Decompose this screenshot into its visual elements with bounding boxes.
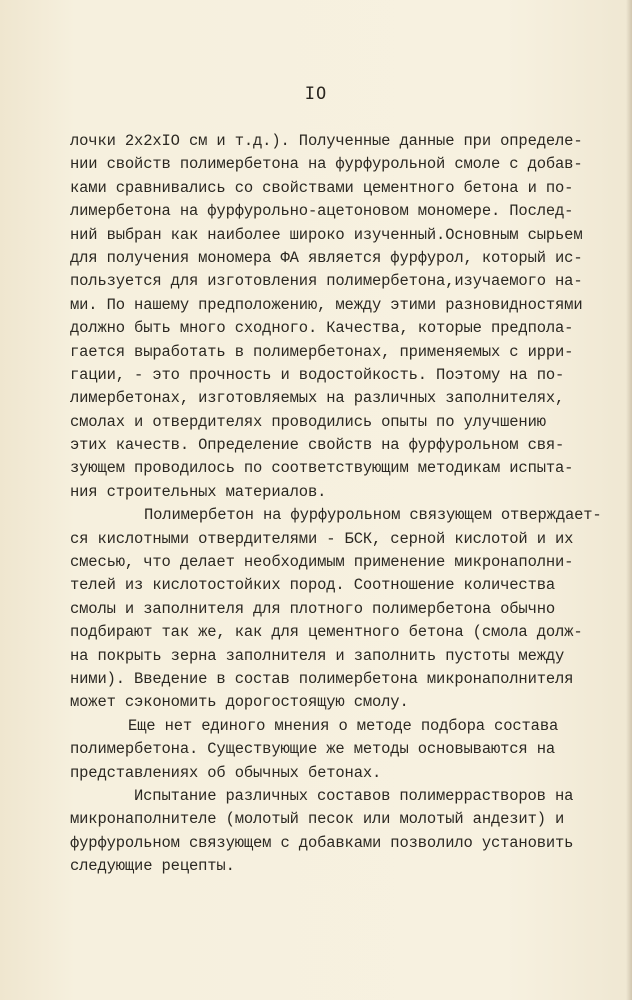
text-line: подбирают так же, как для цементного бетона (смола долж-: [70, 623, 583, 642]
text-line: смолы и заполнителя для плотного полимербетона обычно: [70, 599, 556, 618]
text-line: на покрыть зерна заполнителя и заполнить пустоты между: [70, 646, 565, 665]
text-line: лочки 2х2хIO см и т.д.). Полученные данные при определе-: [70, 132, 583, 150]
text-line: ния строительных материалов.: [70, 482, 327, 501]
text-line: ними). Введение в состав полимербетона микронаполнителя: [70, 669, 574, 688]
text-line: смесью, что делает необходимым применение микронаполни-: [70, 553, 574, 572]
text-line: этих качеств. Определение свойств на фурфурольном свя-: [70, 436, 565, 455]
text-line: представлениях об обычных бетонах.: [70, 763, 382, 782]
text-line: фурфурольном связующем с добавками позволило установить: [70, 833, 574, 852]
page-number: IO: [304, 84, 328, 104]
text-line: для получения мономера ФА является фурфурол, который ис-: [70, 248, 583, 267]
paragraph-start-line: Испытание различных составов полимеррастворов на: [134, 786, 574, 805]
text-line: ками сравнивались со свойствами цементного бетона и по-: [70, 178, 574, 197]
text-line: пользуется для изготовления полимербетона,изучаемого на-: [70, 272, 583, 291]
text-line: смолах и отвердителях проводились опыты по улучшению: [70, 412, 546, 431]
text-line: следующие рецепты.: [70, 857, 235, 876]
text-line: ний выбран как наиболее широко изученный.Основным сырьем: [70, 225, 583, 244]
text-line: микронаполнителе (молотый песок или молотый андезит) и: [70, 810, 565, 829]
text-line: может сэкономить дорогостоящую смолу.: [70, 693, 409, 712]
text-line: гации, - это прочность и водостойкость. Поэтому на по-: [70, 365, 565, 384]
text-line: зующем проводилось по соответствующим методикам испыта-: [70, 459, 574, 478]
text-line: должно быть много сходного. Качества, которые предпола-: [70, 319, 574, 338]
text-line: ми. По нашему предположению, между этими разновидностями: [70, 295, 583, 314]
paragraph-start-line: Еще нет единого мнения о методе подбора состава: [128, 716, 559, 735]
text-line: ся кислотными отвердителями - БСК, серной кислотой и их: [70, 529, 574, 548]
paragraph-start-line: Полимербетон на фурфурольном связующем отверждает-: [144, 506, 602, 525]
text-line: нии свойств полимербетона на фурфурольной смоле с добав-: [70, 155, 583, 174]
text-line: лимербетонах, изготовляемых на различных заполнителях,: [70, 389, 565, 408]
body-text: [70, 130, 602, 879]
text-line: гается выработать в полимербетонах, применяемых с ирри-: [70, 342, 574, 361]
text-line: лимербетона на фурфурольно-ацетоновом мономере. Послед-: [70, 202, 574, 221]
text-line: полимербетона. Существующие же методы основываются на: [70, 740, 556, 759]
text-line: телей из кислотостойких пород. Соотношение количества: [70, 576, 556, 595]
page-edge-shadow: [626, 0, 632, 1000]
